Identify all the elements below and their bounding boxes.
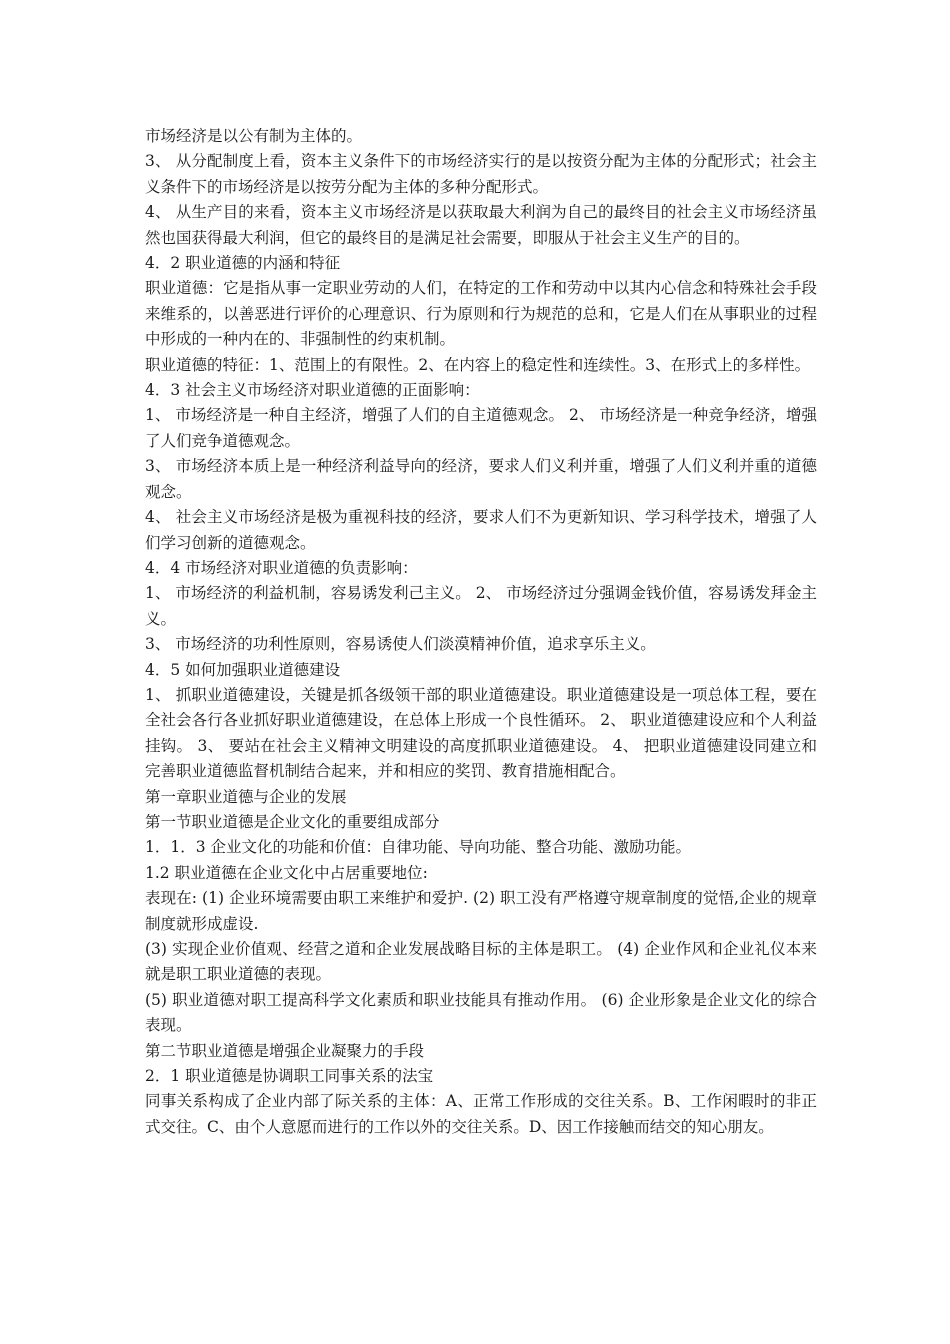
paragraph-ethics-definition: 职业道德：它是指从事一定职业劳动的人们，在特定的工作和劳动中以其内心信念和特殊社会手段来维系的，以善恶进行评价的心理意识、行为原则和行为规范的总和，它是人们在从事职业的过程中形成的一种内在的、非强制性的约束机制。 — [145, 279, 817, 349]
paragraph-manifest-3-4: (3) 实现企业价值观、经营之道和企业发展战略目标的主体是职工。 (4) 企业作风和企业礼仪本来就是职工职业道德的表现。 — [145, 940, 817, 984]
paragraph-colleague-relations: 同事关系构成了企业内部了际关系的主体：A、正常工作形成的交往关系。B、工作闲暇时的非正式交往。C、由个人意愿而进行的工作以外的交往关系。D、因工作接触而结交的知心朋友。 — [145, 1092, 817, 1136]
paragraph-manifest-1-2: 表现在: (1) 企业环境需要由职工来维护和爱护. (2) 职工没有严格遵守规章制度的觉悟,企业的规章制度就形成虚设. — [145, 889, 817, 933]
paragraph-negative-1-2: 1、 市场经济的利益机制，容易诱发利己主义。 2、 市场经济过分强调金钱价值，容易诱发拜金主义。 — [145, 584, 817, 628]
paragraph-1-1-3: 1．1．3 企业文化的功能和价值：自律功能、导向功能、整合功能、激励功能。 — [145, 838, 692, 857]
paragraph-production-purpose: 4、 从生产目的来看，资本主义市场经济是以获取最大利润为自己的最终目的社会主义市场经济虽然也国获得最大利润，但它的最终目的是满足社会需要，即服从于社会主义生产的目的。 — [145, 203, 817, 247]
paragraph-strengthen-ethics: 1、 抓职业道德建设，关键是抓各级领干部的职业道德建设。职业道德建设是一项总体工程，要在全社会各行各业抓好职业道德建设，在总体上形成一个良性循环。 2、 职业道德建设应和个人利益挂钩。 3、 要站在社会主义精神文明建设的高度抓职业道德建设。 4、 把职业道德建设同建立和完善职业道德监督机制结合起来，并和相应的奖罚、教育措施相配合。 — [145, 685, 817, 781]
paragraph-market-public-ownership: 市场经济是以公有制为主体的。 — [145, 127, 363, 145]
heading-section-2: 第二节职业道德是增强企业凝聚力的手段 — [145, 1041, 425, 1060]
heading-4-4: 4．4 市场经济对职业道德的负责影响： — [145, 558, 418, 577]
paragraph-distribution-system: 3、 从分配制度上看，资本主义条件下的市场经济实行的是以按资分配为主体的分配形式；社会主义条件下的市场经济是以按劳分配为主体的多种分配形式。 — [145, 152, 817, 196]
paragraph-positive-1-2: 1、 市场经济是一种自主经济，增强了人们的自主道德观念。 2、 市场经济是一种竞争经济，增强了人们竞争道德观念。 — [145, 406, 817, 450]
paragraph-positive-3: 3、 市场经济本质上是一种经济利益导向的经济，要求人们义利并重，增强了人们义利并重的道德观念。 — [145, 457, 817, 501]
heading-4-2: 4．2 职业道德的内涵和特征 — [145, 254, 341, 273]
paragraph-ethics-features: 职业道德的特征：1、范围上的有限性。2、在内容上的稳定性和连续性。3、在形式上的多样性。 — [145, 355, 811, 374]
heading-chapter-1: 第一章职业道德与企业的发展 — [145, 787, 347, 806]
heading-4-3: 4．3 社会主义市场经济对职业道德的正面影响： — [145, 381, 480, 400]
heading-1-2: 1.2 职业道德在企业文化中占居重要地位: — [145, 863, 428, 882]
heading-2-1: 2．1 职业道德是协调职工同事关系的法宝 — [145, 1067, 434, 1086]
paragraph-negative-3: 3、 市场经济的功利性原则，容易诱使人们淡漠精神价值，追求享乐主义。 — [145, 635, 656, 654]
document-page — [145, 124, 817, 1140]
heading-section-1: 第一节职业道德是企业文化的重要组成部分 — [145, 812, 440, 831]
heading-4-5: 4．5 如何加强职业道德建设 — [145, 660, 341, 679]
paragraph-manifest-5-6: (5) 职业道德对职工提高科学文化素质和职业技能具有推动作用。 (6) 企业形象是企业文化的综合表现。 — [145, 990, 817, 1035]
paragraph-positive-4: 4、 社会主义市场经济是极为重视科技的经济，要求人们不为更新知识、学习科学技术，增强了人们学习创新的道德观念。 — [145, 508, 817, 552]
